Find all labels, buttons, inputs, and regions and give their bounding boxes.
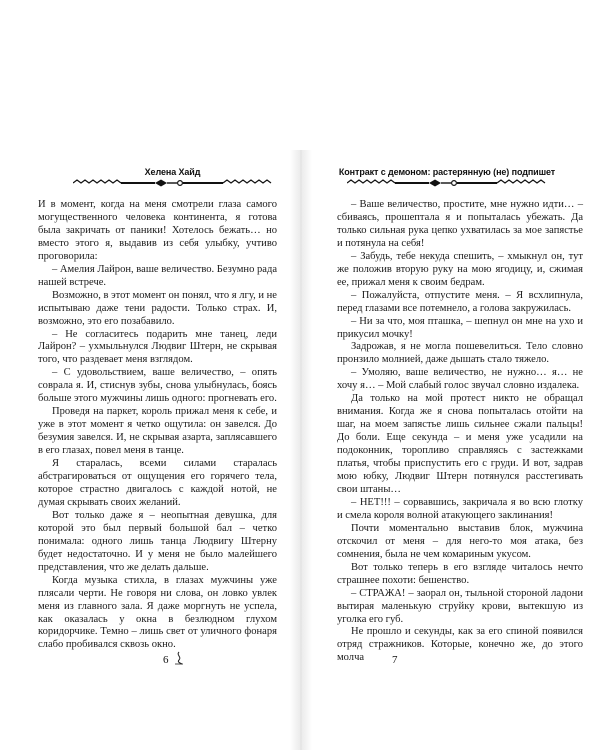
paragraph: – Умоляю, ваше величество, не нужно… я… не хочу я… – Мой слабый голос звучал словно издалека. [337,367,583,392]
paragraph: И в момент, когда на меня смотрели глаза самого могущественного человека континента, я готова была закричать от паники! Хотелось бежать… но вместо этого я, выдавив из себя улыбку, учтиво проговорила: [38,199,277,262]
right-page-text [337,199,583,665]
paragraph: Возможно, в этот момент он понял, что я лгу, и не испытываю даже тени радости. Только страх. И, возможно, это его позабавило. [38,289,277,327]
left-running-header [70,167,275,193]
paragraph: Да только на мой протест никто не обращал внимания. Когда же я снова попыталась отойти на шаг, на моем запястье лишь сильнее сжали пальцы! До боли. Еще секунда – и меня уже усадили на подоконник, торопливо справляясь с застежками платья, чтобы приспустить его с груди. И вот, задрав мою юбку, Людвиг Штерн потянулся расстегивать свои штаны… [337,393,583,495]
paragraph: – Забудь, тебе некуда спешить, – хмыкнул он, тут же положив вторую руку на мою ягодицу, и, сжимая ее, прижал меня к своим бедрам. [337,250,583,288]
paragraph: – Ни за что, моя пташка, – шепнул он мне на ухо и прикусил мочку! [337,315,583,340]
author-name: Хелена Хайд [144,167,201,177]
page-number: 7 [392,654,398,666]
right-page [303,0,600,750]
paragraph: Я старалась, всеми силами старалась абстрагироваться от ощущения его горячего тела, которое страстно двигалось с каждой нотой, не думая скрывать своих желаний. [38,458,277,508]
paragraph: – Пожалуйста, отпустите меня. – Я всхлипнула, перед глазами все потемнело, а голова закружилась. [337,289,583,314]
paragraph: Не прошло и секунды, как за его спиной появился отряд стражников. Которые, конечно же, до этого молча [337,626,583,664]
paragraph: – Ваше величество, простите, мне нужно идти… – сбиваясь, прошептала я и попыталась убежать. Да только сильная рука цепко ухватилась за мое запястье и потянула на себя! [337,199,583,249]
paragraph: – Амелия Лайрон, ваше величество. Безумно рада нашей встрече. [38,263,277,288]
page-number-ornament-icon [174,651,184,665]
paragraph: Задрожав, я не могла пошевелиться. Тело словно пронзило молнией, даже дышать стало тяжело. [337,341,583,366]
paragraph: Проведя на паркет, король прижал меня к себе, и уже в этот момент я четко ощутила: он завелся. До безумия завелся. И, не скрывая азарта, заплясавшего в его глазах, повел меня в танце. [38,406,277,457]
paragraph: – СТРАЖА! – заорал он, тыльной стороной ладони вытирая маленькую струйку крови, вытекшую из уголка его губ. [337,587,583,625]
paragraph: Почти моментально выставив блок, мужчина отскочил от меня – для него-то моя атака, без сомнения, была не чем комариным укусом. [337,522,583,560]
header-ornament-icon [73,179,273,187]
right-running-header [313,167,581,193]
paragraph: – С удовольствием, ваше величество, – опять соврала я. И, стиснув зубы, снова улыбнулась, боясь больше этого мужчины лишь одного: прогневать его. [38,367,277,405]
paragraph: Вот только даже я – неопытная девушка, для которой это был первый большой бал – четко понимала: одного лишь танца Людвигу Штерну будет недостаточно. И у меня не было малейшего представления, что же делать дальше. [38,509,277,573]
book-title: Контракт с демоном: растерянную (не) подпишет [338,167,556,177]
left-page-text [38,199,277,652]
paragraph: – НЕТ!!! – сорвавшись, закричала я во всю глотку и смела короля волной атакующего заклинания! [337,496,583,521]
paragraph: – Не согласитесь подарить мне танец, леди Лайрон? – ухмыльнулся Людвиг Штерн, не скрывая того, что раздевает меня взглядом. [38,328,277,366]
left-page [0,0,297,750]
paragraph: Вот только теперь в его взгляде читалось нечто страшнее похоти: бешенство. [337,561,583,586]
paragraph: Когда музыка стихла, в глазах мужчины уже плясали черти. Не говоря ни слова, он ловко увлек меня из главного зала. Я даже моргнуть не успела, как оказалась у окна в безлюдном глухом коридорчике. Темно – лишь свет от уличного фонаря слабо пробивался сквозь окно. [38,574,277,651]
header-ornament-icon [347,179,547,187]
page-number: 6 [163,654,169,666]
